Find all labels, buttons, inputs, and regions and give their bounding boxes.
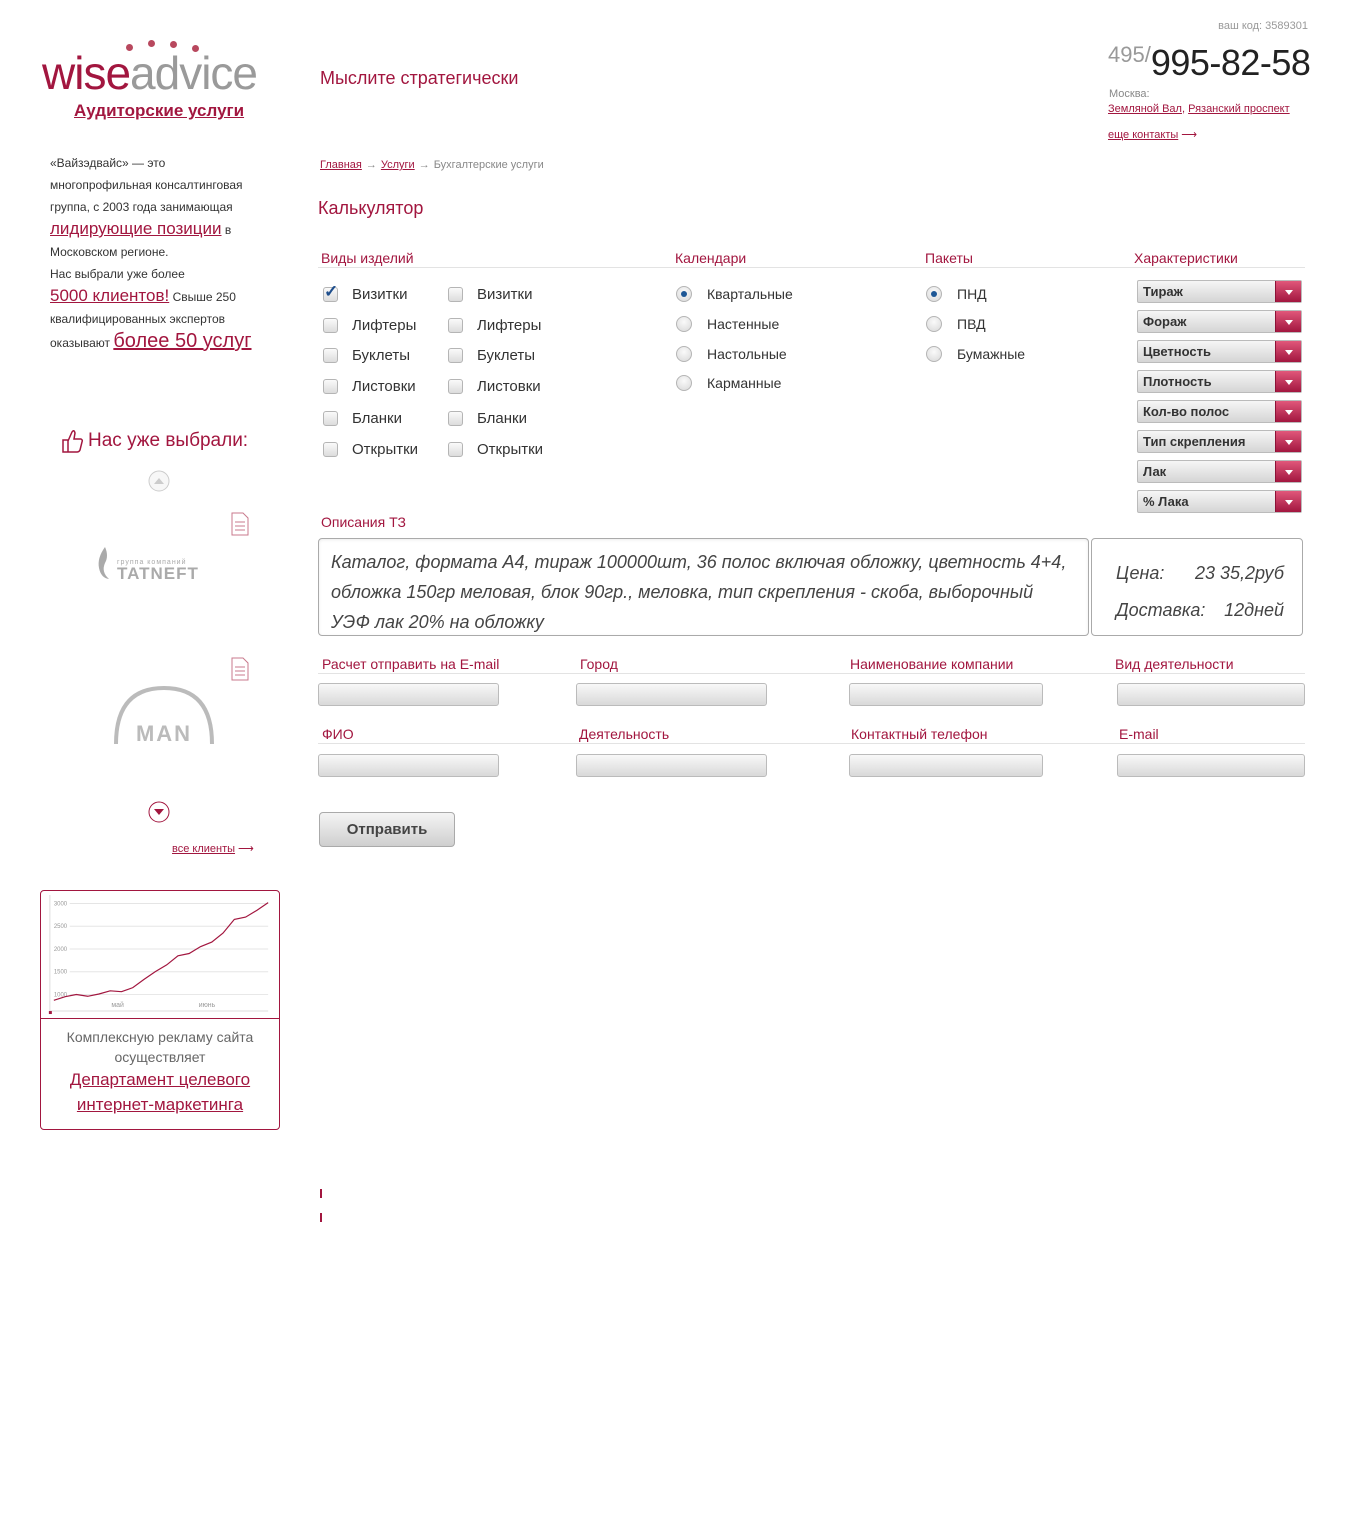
delivery-value: 12дней <box>1224 600 1284 620</box>
price-value: 23 35,2руб <box>1195 563 1284 583</box>
product-checkbox[interactable] <box>448 379 463 394</box>
chevron-down-icon[interactable] <box>1275 461 1301 482</box>
calendar-label[interactable]: Карманные <box>707 375 782 391</box>
more-contacts <box>1108 128 1197 141</box>
about-part-4: Свыше 250 квалифицированных экспертов оказывают <box>50 290 236 350</box>
all-clients-link[interactable]: все клиенты <box>172 843 236 855</box>
product-checkbox[interactable] <box>448 318 463 333</box>
property-select[interactable] <box>1137 460 1302 483</box>
price-label: Цена: <box>1116 563 1165 583</box>
document-icon[interactable] <box>231 657 249 681</box>
product-checkbox[interactable] <box>448 442 463 457</box>
phone-number: 995-82-58 <box>1150 42 1311 83</box>
products-heading: Виды изделий <box>321 250 414 266</box>
man-name: MAN <box>135 721 193 746</box>
chart-series-line <box>54 903 268 1001</box>
chart-x-tick-label: май <box>111 1002 124 1010</box>
breadcrumb-home-link[interactable]: Главная <box>320 159 362 171</box>
field-label: ФИО <box>322 726 354 742</box>
tatneft-flame-icon <box>95 546 115 580</box>
product-label[interactable]: Буклеты <box>477 347 535 364</box>
product-checkbox[interactable] <box>323 411 338 426</box>
phone-code: 495/ <box>1108 42 1151 67</box>
product-label[interactable]: Листовки <box>477 378 541 395</box>
property-select-label: Тираж <box>1143 284 1183 299</box>
leading-positions-link[interactable]: лидирующие позиции <box>50 219 222 238</box>
arrow-right-icon: ⟶ <box>238 843 254 855</box>
form-input[interactable] <box>318 754 499 777</box>
submit-button[interactable]: Отправить <box>319 812 455 847</box>
clients-count-link[interactable]: 5000 клиентов! <box>50 286 170 305</box>
document-icon[interactable] <box>231 512 249 536</box>
product-label[interactable]: Визитки <box>477 286 533 303</box>
properties-heading: Характеристики <box>1134 250 1238 266</box>
form-input[interactable] <box>1117 683 1305 706</box>
calendar-label[interactable]: Настольные <box>707 346 787 362</box>
chevron-down-icon[interactable] <box>1275 491 1301 512</box>
divider <box>318 673 1305 674</box>
tatneft-caption: группа компаний <box>117 559 187 566</box>
chevron-down-icon[interactable] <box>1275 311 1301 332</box>
arrow-right-icon: ⟶ <box>1181 129 1198 141</box>
field-label: Город <box>580 656 618 672</box>
about-text <box>50 152 270 354</box>
property-select-label: Тип скрепления <box>1143 434 1246 449</box>
more-contacts-link[interactable]: еще контакты <box>1108 129 1179 141</box>
chart-y-tick-label: 1000 <box>53 992 68 999</box>
product-label[interactable]: Визитки <box>352 286 408 303</box>
package-label[interactable]: ПНД <box>957 286 987 302</box>
logo-advice-text: advice <box>130 47 257 99</box>
package-radio[interactable] <box>926 316 942 332</box>
logo-wise-text: wise <box>42 47 131 99</box>
calendar-label[interactable]: Квартальные <box>707 286 793 302</box>
about-part-3: Нас выбрали уже более <box>50 267 185 281</box>
marker <box>320 1213 322 1222</box>
property-select[interactable] <box>1137 310 1302 333</box>
calendar-radio[interactable] <box>676 286 692 302</box>
product-label[interactable]: Открытки <box>352 441 419 458</box>
chevron-down-icon[interactable] <box>1275 281 1301 302</box>
breadcrumb-separator: → <box>418 159 430 171</box>
product-checkbox[interactable] <box>448 348 463 363</box>
field-label: E-mail <box>1119 726 1159 742</box>
calendar-radio[interactable] <box>676 346 692 362</box>
product-label[interactable]: Лифтеры <box>352 317 417 334</box>
chart-origin-marker <box>49 1011 52 1014</box>
chose-us-text: Нас уже выбрали: <box>88 430 249 452</box>
tz-heading: Описания ТЗ <box>321 514 406 530</box>
tatneft-name: TATNEFT <box>117 564 199 583</box>
audit-services-link[interactable]: Аудиторские услуги <box>74 101 245 120</box>
chart-y-tick-label: 2500 <box>53 924 68 931</box>
all-clients <box>172 842 254 855</box>
phone <box>1108 42 1310 84</box>
package-radio[interactable] <box>926 346 942 362</box>
product-label[interactable]: Листовки <box>352 378 416 395</box>
city-label: Москва: <box>1109 88 1150 100</box>
calculator-title: Калькулятор <box>318 198 424 218</box>
promo-text: Комплексную рекламу сайта осуществляет <box>66 1029 254 1065</box>
product-label[interactable]: Буклеты <box>352 347 410 364</box>
man-logo[interactable] <box>112 686 216 746</box>
logo[interactable] <box>42 44 272 100</box>
property-select[interactable] <box>1137 430 1302 453</box>
delivery-label: Доставка: <box>1116 600 1206 620</box>
package-label[interactable]: Бумажные <box>957 346 1026 362</box>
property-select[interactable] <box>1137 340 1302 363</box>
product-label[interactable]: Бланки <box>477 410 527 427</box>
chose-us-title <box>60 428 248 454</box>
calendar-label[interactable]: Настенные <box>707 316 780 332</box>
form-input[interactable] <box>318 683 499 706</box>
marketing-department-link[interactable]: Департамент целевого интернет-маркетинга <box>69 1070 251 1114</box>
about-part-2: в Московском регионе. <box>50 223 232 259</box>
property-select[interactable] <box>1137 400 1302 423</box>
property-select-label: Плотность <box>1143 374 1212 389</box>
addresses <box>1108 103 1290 115</box>
divider <box>318 267 1305 268</box>
breadcrumb-services-link[interactable]: Услуги <box>380 159 415 171</box>
services-count-link[interactable]: более 50 услуг <box>113 330 252 352</box>
product-checkbox[interactable] <box>323 318 338 333</box>
field-label: Наименование компании <box>850 656 1014 672</box>
chart-y-tick-label: 1500 <box>53 969 68 976</box>
property-select-label: Фораж <box>1143 314 1187 329</box>
traffic-chart <box>41 891 279 1019</box>
product-checkbox[interactable] <box>448 287 463 302</box>
packages-heading: Пакеты <box>925 250 973 266</box>
breadcrumb-separator: → <box>365 159 377 171</box>
chart-x-tick-label: июнь <box>198 1002 216 1010</box>
property-select[interactable] <box>1137 370 1302 393</box>
property-select-label: Кол-во полос <box>1143 404 1230 419</box>
property-select-label: Лак <box>1143 464 1167 479</box>
promo-box <box>40 890 280 1130</box>
divider <box>318 743 1305 744</box>
address-separator: , <box>1181 103 1186 115</box>
scroll-up-icon[interactable] <box>148 470 170 492</box>
breadcrumb <box>320 159 544 171</box>
property-select[interactable] <box>1137 490 1302 513</box>
product-label[interactable]: Открытки <box>477 441 544 458</box>
thumb-up-icon <box>60 428 84 454</box>
marker <box>320 1189 322 1198</box>
product-checkbox[interactable] <box>323 379 338 394</box>
package-label[interactable]: ПВД <box>957 316 986 332</box>
chart-y-tick-label: 3000 <box>53 901 68 908</box>
field-label: Расчет отправить на E-mail <box>322 656 500 672</box>
property-select[interactable] <box>1137 280 1302 303</box>
product-checkbox[interactable] <box>323 442 338 457</box>
about-part-1: «Вайзэдвайс» — это многопрофильная консалтинговая группа, с 2003 года занимающая <box>50 156 243 214</box>
calendar-radio[interactable] <box>676 316 692 332</box>
form-input[interactable] <box>849 754 1043 777</box>
product-checkbox[interactable] <box>323 348 338 363</box>
chart-y-tick-label: 2000 <box>53 946 68 953</box>
tz-textarea[interactable]: Каталог, формата А4, тираж 100000шт, 36 полос включая обложку, цветность 4+4, обложка 150гр меловая, блок 90гр., меловка, тип скрепления - скоба, выборочный УЭФ лак 20% на обложку <box>318 538 1089 636</box>
field-label: Контактный телефон <box>851 726 988 742</box>
calendar-radio[interactable] <box>676 375 692 391</box>
field-label: Вид деятельности <box>1115 656 1234 672</box>
price-box <box>1091 538 1303 636</box>
chevron-down-icon[interactable] <box>1275 431 1301 452</box>
chevron-down-icon[interactable] <box>1275 371 1301 392</box>
form-input[interactable] <box>576 683 767 706</box>
breadcrumb-current: Бухгалтерские услуги <box>433 159 544 171</box>
product-checkbox[interactable] <box>323 287 338 302</box>
property-select-label: % Лака <box>1143 494 1189 509</box>
calendars-heading: Календари <box>675 250 747 266</box>
chevron-down-icon[interactable] <box>1275 341 1301 362</box>
product-label[interactable]: Лифтеры <box>477 317 542 334</box>
package-radio[interactable] <box>926 286 942 302</box>
tatneft-logo[interactable] <box>95 546 220 582</box>
product-label[interactable]: Бланки <box>352 410 402 427</box>
slogan: Мыслите стратегически <box>320 68 519 88</box>
form-input[interactable] <box>576 754 767 777</box>
address-zemlyanoy-link[interactable]: Земляной Вал <box>1108 103 1182 115</box>
form-input[interactable] <box>849 683 1043 706</box>
chevron-down-icon[interactable] <box>1275 401 1301 422</box>
form-input[interactable] <box>1117 754 1305 777</box>
property-select-label: Цветность <box>1143 344 1211 359</box>
address-ryazansky-link[interactable]: Рязанский проспект <box>1188 103 1290 115</box>
field-label: Деятельность <box>579 726 670 742</box>
scroll-down-icon[interactable] <box>148 801 170 823</box>
your-code: ваш код: 3589301 <box>1218 20 1308 32</box>
product-checkbox[interactable] <box>448 411 463 426</box>
